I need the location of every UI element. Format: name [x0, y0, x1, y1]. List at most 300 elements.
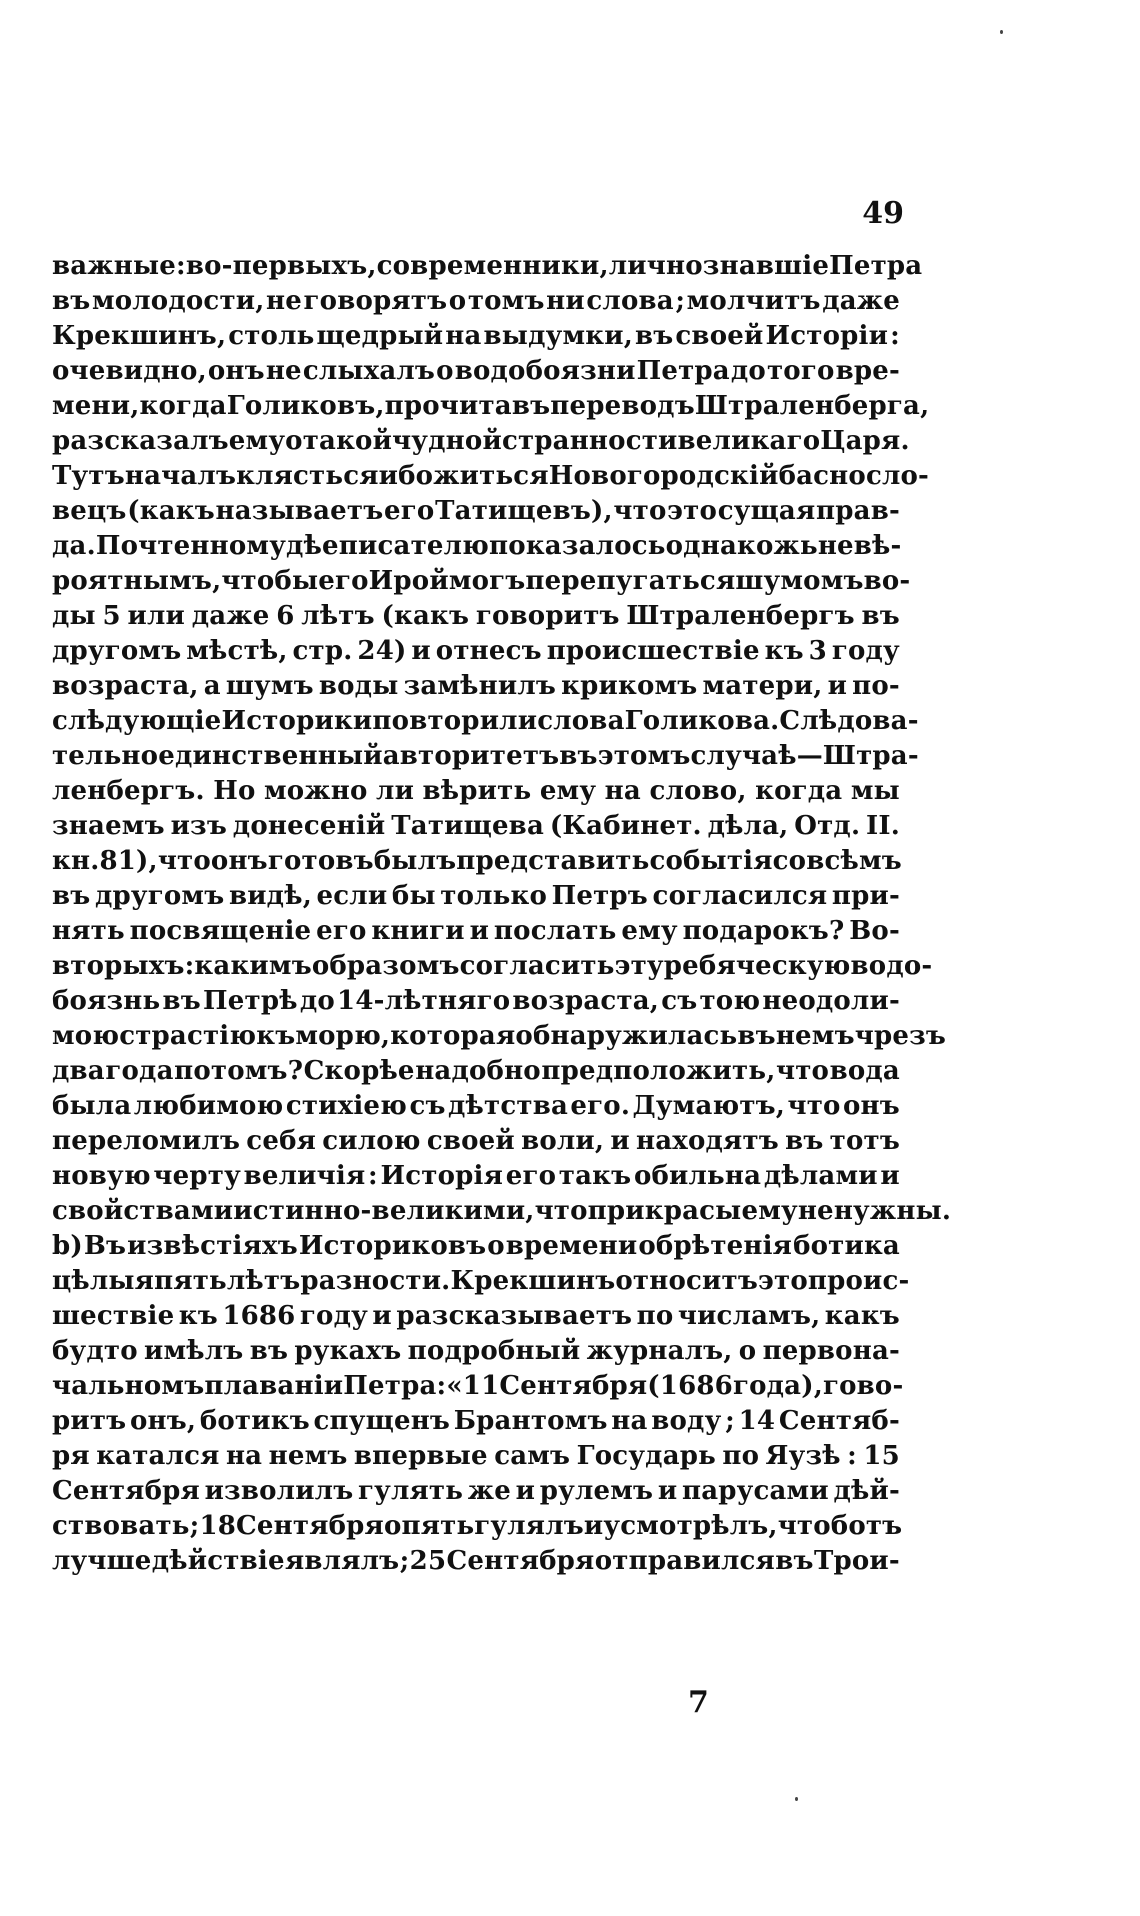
word: :: [368, 1161, 378, 1191]
word: вѣрить: [422, 776, 532, 806]
word: на: [604, 776, 641, 806]
word: шумъ: [225, 671, 314, 701]
word: Петра: [343, 1371, 437, 1401]
word: 18: [199, 1511, 237, 1541]
word: разсказалъ: [52, 426, 229, 456]
word: лично: [608, 251, 703, 281]
word: Ирой: [368, 566, 449, 596]
word: не: [266, 286, 302, 316]
word: совсѣмъ: [772, 846, 902, 876]
word: разности.: [300, 1266, 451, 1296]
word: Отд.: [794, 811, 861, 841]
word: Государь: [576, 1441, 716, 1471]
word: нужны.: [833, 1196, 952, 1226]
word: первона-: [762, 1336, 900, 1366]
word: цѣлыя: [52, 1266, 155, 1296]
word: въ: [559, 741, 598, 771]
word: это: [667, 496, 718, 526]
word: началъ: [124, 461, 237, 491]
word: въ: [737, 1021, 776, 1051]
word: къ: [256, 1021, 296, 1051]
word: парусами: [681, 1476, 829, 1506]
word: 6: [276, 601, 295, 631]
word: ря: [52, 1441, 90, 1471]
word: къ: [178, 1301, 218, 1331]
word: водо-: [850, 951, 933, 981]
word: воды: [318, 671, 399, 701]
word: числамъ,: [677, 1301, 821, 1331]
word: вецъ: [52, 496, 127, 526]
word: Штраленбергъ: [626, 601, 855, 631]
word: 24): [357, 636, 407, 666]
word: во-: [863, 566, 911, 596]
word: въ: [775, 1546, 814, 1576]
word: Крекшинъ: [450, 1266, 616, 1296]
word: Брантомъ: [453, 1406, 608, 1436]
word: когда: [139, 391, 227, 421]
word: же: [467, 1476, 511, 1506]
word: чудной: [392, 426, 502, 456]
word: что: [787, 1091, 841, 1121]
word: Сентября: [52, 1476, 200, 1506]
text-line: [52, 704, 919, 739]
word: опять: [383, 1511, 475, 1541]
text-line: [52, 1404, 900, 1439]
word: потомъ?: [174, 1056, 304, 1086]
word: матери,: [702, 671, 823, 701]
word: не: [265, 356, 302, 386]
word: до: [730, 356, 766, 386]
word: тою: [699, 986, 761, 1016]
word: 1686: [222, 1301, 296, 1331]
word: 14-лѣтняго: [337, 986, 511, 1016]
word: ли: [376, 776, 415, 806]
word: дѣйствіе: [151, 1546, 285, 1576]
word: переводъ: [550, 391, 695, 421]
word: дѣтства: [448, 1091, 569, 1121]
word: Голиковъ,: [226, 391, 385, 421]
word: рукахъ: [294, 1336, 402, 1366]
text-line: [52, 284, 900, 319]
text-line: [52, 1369, 904, 1404]
word: дѣй-: [833, 1476, 900, 1506]
word: слѣдующіе: [52, 706, 222, 736]
word: Сентяб-: [778, 1406, 900, 1436]
word: ритъ: [52, 1406, 127, 1436]
word: мы: [850, 776, 900, 806]
text-line: [52, 1229, 900, 1264]
signature-mark: 7: [688, 1685, 709, 1720]
word: свойствами: [52, 1196, 234, 1226]
word: и: [583, 1511, 604, 1541]
word: показалось: [489, 531, 666, 561]
word: Исторія: [380, 1161, 504, 1191]
word: знаемъ: [52, 811, 165, 841]
word: 15: [863, 1441, 900, 1471]
word: вре-: [835, 356, 900, 386]
word: Татищева: [391, 811, 544, 841]
word: чтобы: [221, 566, 319, 596]
word: новую: [52, 1161, 151, 1191]
word: «11: [446, 1371, 500, 1401]
word: и: [411, 636, 431, 666]
word: Во-: [849, 916, 900, 946]
word: его: [316, 916, 367, 946]
print-speck: [795, 1797, 798, 1801]
text-line: [52, 1159, 900, 1194]
word: отправился: [594, 1546, 775, 1576]
word: возраста,: [52, 671, 199, 701]
word: видѣ,: [228, 881, 312, 911]
word: два: [52, 1056, 105, 1086]
text-line: [52, 1194, 952, 1229]
word: ему: [539, 776, 597, 806]
word: величія: [243, 1161, 366, 1191]
word: Исторіи: [765, 321, 889, 351]
word: Тутъ: [52, 461, 125, 491]
text-line: [52, 529, 900, 564]
text-line: [52, 879, 900, 914]
word: на: [445, 321, 482, 351]
word: баснослο-: [778, 461, 930, 491]
word: Петрѣ: [203, 986, 298, 1016]
word: замѣнилъ: [403, 671, 557, 701]
word: гулять: [358, 1476, 464, 1506]
page-number: 49: [862, 196, 904, 231]
word: ему: [228, 426, 286, 456]
word: слово,: [649, 776, 747, 806]
word: (1686: [647, 1371, 733, 1401]
word: что: [775, 1056, 830, 1086]
word: какъ: [824, 1301, 900, 1331]
text-line: [52, 1299, 900, 1334]
word: такъ: [558, 1161, 632, 1191]
word: онъ: [842, 1091, 900, 1121]
word: извѣстіяхъ: [127, 1231, 298, 1261]
word: говоритъ: [475, 601, 620, 631]
word: во-первыхъ,: [185, 251, 377, 281]
word: такой: [302, 426, 393, 456]
word: морю,: [295, 1021, 391, 1051]
text-line: [52, 319, 900, 354]
word: посвященіе: [129, 916, 312, 946]
word: прикрасы: [587, 1196, 742, 1226]
word: говорятъ: [303, 286, 448, 316]
word: :: [847, 1441, 857, 1471]
word: молчитъ: [686, 286, 821, 316]
word: году: [831, 636, 900, 666]
word: изъ: [170, 811, 227, 841]
text-line: [52, 669, 900, 704]
word: о: [285, 426, 303, 456]
text-line: [52, 1544, 900, 1579]
word: прав-: [816, 496, 900, 526]
word: однакожь: [665, 531, 818, 561]
word: неодоли-: [762, 986, 900, 1016]
word: происшествіе: [546, 636, 760, 666]
word: подробный: [407, 1336, 581, 1366]
word: 5: [102, 601, 121, 631]
word: возраста,: [512, 986, 660, 1016]
text-line: [52, 1124, 900, 1159]
word: дѣлами: [763, 1161, 878, 1191]
word: Слѣдова-: [779, 706, 919, 736]
word: вода: [829, 1056, 900, 1086]
word: въ: [785, 1126, 824, 1156]
word: въ: [861, 601, 900, 631]
word: отнесъ: [435, 636, 542, 666]
word: Новогородскій: [548, 461, 779, 491]
word: Петра: [636, 356, 730, 386]
word: Татищевъ),: [435, 496, 613, 526]
word: мени,: [52, 391, 140, 421]
word: будто: [52, 1336, 138, 1366]
word: слова: [586, 286, 674, 316]
text-line: [52, 249, 923, 284]
word: ни: [546, 286, 585, 316]
word: гово-: [822, 1371, 904, 1401]
text-line: [52, 809, 900, 844]
word: о: [436, 356, 454, 386]
word: былъ: [373, 846, 457, 876]
word: роятнымъ,: [52, 566, 222, 596]
word: только: [440, 881, 548, 911]
word: мою: [52, 1021, 120, 1051]
word: его: [318, 566, 369, 596]
word: себя: [246, 1126, 317, 1156]
word: могъ: [448, 566, 526, 596]
word: Почтенному: [95, 531, 287, 561]
word: что: [157, 846, 211, 876]
word: и: [372, 1301, 392, 1331]
word: и: [515, 1476, 536, 1506]
word: донесеній: [232, 811, 386, 841]
word: обрѣтенія: [638, 1231, 793, 1261]
word: другомъ: [95, 881, 225, 911]
word: проис-: [807, 1266, 910, 1296]
word: дѣла,: [707, 811, 789, 841]
word: Сентября: [499, 1371, 648, 1401]
word: воду: [651, 1406, 722, 1436]
word: Петра: [829, 251, 923, 281]
word: въ: [634, 321, 674, 351]
word: другомъ: [52, 636, 182, 666]
word: года),: [732, 1371, 823, 1401]
word: при-: [831, 881, 900, 911]
word: имѣлъ: [144, 1336, 244, 1366]
word: обильна: [633, 1161, 762, 1191]
word: ;: [399, 1546, 410, 1576]
text-line: [52, 1089, 900, 1124]
word: послать: [493, 916, 617, 946]
text-line: [52, 1334, 900, 1369]
text-line: [52, 389, 930, 424]
word: въ: [249, 1336, 289, 1366]
word: его: [505, 1161, 557, 1191]
text-line: [52, 914, 900, 949]
word: ;: [675, 286, 686, 316]
text-line: [52, 1509, 903, 1544]
word: предположить,: [541, 1056, 776, 1086]
word: того: [767, 356, 835, 386]
word: этомъ: [597, 741, 691, 771]
word: божиться: [398, 461, 549, 491]
word: можно: [263, 776, 368, 806]
word: знавшіе: [702, 251, 830, 281]
word: не: [797, 1196, 834, 1226]
word: онъ,: [130, 1406, 197, 1436]
word: готовъ: [267, 846, 374, 876]
word: великаго: [677, 426, 821, 456]
word: чальномъ: [52, 1371, 205, 1401]
word: а: [203, 671, 221, 701]
word: повторили: [372, 706, 538, 736]
word: томъ: [467, 286, 545, 316]
word: въ: [162, 986, 201, 1016]
word: ребяческую: [663, 951, 851, 981]
word: до: [299, 986, 335, 1016]
word: по-: [852, 671, 900, 701]
word: (какъ: [127, 496, 215, 526]
word: когда: [755, 776, 843, 806]
word: къ: [764, 636, 804, 666]
text-line: [52, 459, 930, 494]
word: даже: [822, 286, 900, 316]
word: воли,: [521, 1126, 605, 1156]
word: шумомъ: [735, 566, 864, 596]
word: щедрый: [316, 321, 444, 351]
word: впервые: [353, 1441, 488, 1471]
word: шествіе: [52, 1301, 175, 1331]
word: разсказываетъ: [396, 1301, 633, 1331]
text-line: [52, 739, 919, 774]
text-line: [52, 1019, 947, 1054]
word: истинно-великими,: [233, 1196, 535, 1226]
word: прочитавъ: [384, 391, 551, 421]
word: Сентября: [446, 1546, 595, 1576]
word: Штра-: [822, 741, 919, 771]
word: 14: [738, 1406, 776, 1436]
word: очевидно,: [52, 356, 207, 386]
word: (какъ: [381, 601, 470, 631]
word: перепугаться: [525, 566, 736, 596]
word: ды: [52, 601, 96, 631]
word: 25: [409, 1546, 447, 1576]
word: его.: [570, 1091, 631, 1121]
text-line: [52, 1054, 900, 1089]
word: тотъ: [829, 1126, 900, 1156]
word: стр.: [292, 636, 353, 666]
word: слыхалъ: [302, 356, 436, 386]
text-line: [52, 774, 900, 809]
word: дѣеписателю: [286, 531, 490, 561]
word: согласить: [459, 951, 615, 981]
word: Штраленберга,: [694, 391, 930, 421]
word: образомъ: [311, 951, 460, 981]
word: ботъ: [830, 1511, 903, 1541]
word: ботика: [793, 1231, 900, 1261]
word: которая: [390, 1021, 516, 1051]
word: относитъ: [615, 1266, 758, 1296]
word: важные: [52, 251, 177, 281]
word: да.: [52, 531, 96, 561]
word: ствовать: [52, 1511, 190, 1541]
word: боязнь: [52, 986, 161, 1016]
word: книги: [371, 916, 465, 946]
word: эту: [614, 951, 664, 981]
word: находятъ: [635, 1126, 779, 1156]
word: b): [52, 1231, 83, 1261]
word: какимъ: [194, 951, 312, 981]
word: вторыхъ: [52, 951, 185, 981]
word: усмотрѣлъ,: [603, 1511, 778, 1541]
word: событія: [649, 846, 773, 876]
text-line: [52, 494, 900, 529]
word: по: [722, 1441, 760, 1471]
word: нять: [52, 916, 125, 946]
print-speck: [1000, 30, 1003, 34]
word: плаваніи: [204, 1371, 344, 1401]
word: даже: [191, 601, 270, 631]
word: мѣстѣ,: [186, 636, 288, 666]
word: странности: [501, 426, 678, 456]
word: ;: [725, 1406, 735, 1436]
word: и: [880, 1161, 900, 1191]
word: катался: [96, 1441, 220, 1471]
word: черту: [153, 1161, 241, 1191]
word: времени: [505, 1231, 638, 1261]
word: :: [176, 251, 186, 281]
word: :: [890, 321, 900, 351]
word: :: [184, 951, 195, 981]
word: ему: [741, 1196, 798, 1226]
word: клясться: [236, 461, 379, 491]
word: тельно: [52, 741, 159, 771]
body-text: [52, 249, 952, 1579]
word: Голикова.: [624, 706, 780, 736]
word: невѣ-: [817, 531, 902, 561]
word: Крекшинъ,: [52, 321, 227, 351]
text-line: [52, 354, 900, 389]
word: Петръ: [551, 881, 648, 911]
word: журналъ,: [586, 1336, 733, 1366]
word: молодости,: [91, 286, 265, 316]
word: кн.: [52, 846, 100, 876]
word: являлъ: [284, 1546, 400, 1576]
word: что: [613, 496, 667, 526]
word: Но: [213, 776, 256, 806]
text-line: [52, 634, 900, 669]
word: о: [448, 286, 467, 316]
word: стихіею: [285, 1091, 408, 1121]
word: своей: [675, 321, 764, 351]
word: выдумки,: [483, 321, 633, 351]
word: и: [657, 1476, 678, 1506]
word: любимою: [133, 1091, 284, 1121]
word: что: [777, 1511, 831, 1541]
word: гулялъ: [474, 1511, 584, 1541]
word: это: [758, 1266, 808, 1296]
word: года: [105, 1056, 174, 1086]
word: изволилъ: [204, 1476, 354, 1506]
word: ботикъ: [199, 1406, 310, 1436]
word: переломилъ: [52, 1126, 241, 1156]
word: Думаютъ,: [632, 1091, 786, 1121]
word: онъ: [207, 356, 265, 386]
text-line: [52, 564, 911, 599]
word: лѣтъ: [301, 601, 375, 631]
word: году: [299, 1301, 368, 1331]
